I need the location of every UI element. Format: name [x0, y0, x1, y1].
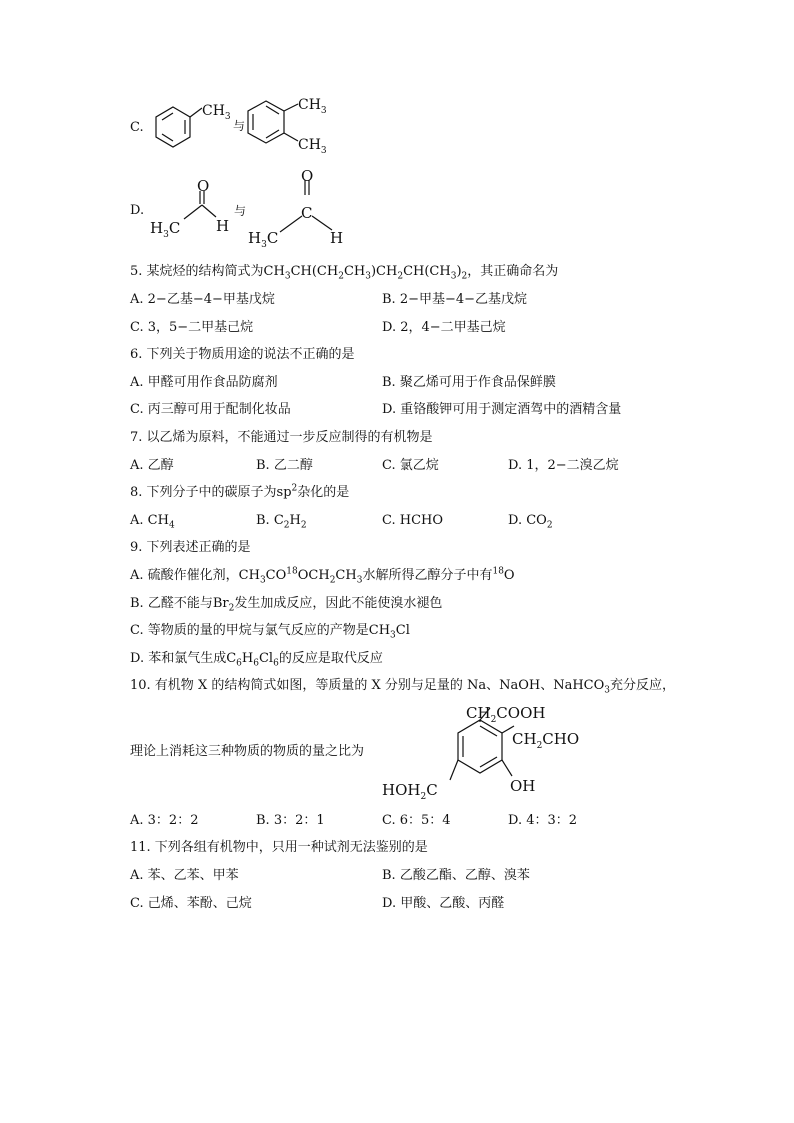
q11-option-a: A. 苯、乙苯、甲苯 [130, 868, 239, 883]
compound-x-hoh2c: $HOH_2C$ [382, 781, 438, 802]
item-d-label: D. [130, 203, 145, 218]
q5-option-a: A. 2−乙基−4−甲基戊烷 [130, 292, 275, 307]
acetaldehyde2-h: H [330, 229, 344, 247]
q6-stem: 6. 下列关于物质用途的说法不正确的是 [130, 347, 355, 362]
q8-option-a: A. $CH_4$ [130, 513, 175, 531]
acetaldehyde2-o: O [301, 167, 314, 185]
q6-option-c: C. 丙三醇可用于配制化妆品 [130, 402, 291, 417]
q10-option-a: A. 3：2：2 [130, 813, 199, 828]
acetaldehyde2-c: C [301, 204, 313, 222]
o-xylene-ch3-top: $CH_3$ [298, 97, 327, 116]
q6-option-a: A. 甲醛可用作食品防腐剂 [130, 375, 278, 390]
compound-x-ch2cho: $CH_2CHO$ [512, 730, 580, 751]
acetaldehyde1-o: O [197, 177, 210, 195]
q8-option-b: B. $C_2H_2$ [256, 513, 307, 531]
q10-option-b: B. 3：2：1 [256, 813, 325, 828]
q9-option-d: D. 苯和氯气生成$C_6H_6Cl_6$的反应是取代反应 [130, 651, 383, 669]
q9-option-c: C. 等物质的量的甲烷与氯气反应的产物是$CH_3Cl$ [130, 623, 410, 641]
q6-option-d: D. 重铬酸钾可用于测定酒驾中的酒精含量 [382, 402, 622, 417]
q9-option-b: B. 乙醛不能与$Br_2$发生加成反应，因此不能使溴水褪色 [130, 596, 443, 614]
q9-stem: 9. 下列表述正确的是 [130, 540, 251, 555]
q7-option-a: A. 乙醇 [130, 458, 174, 473]
item-d-connector: 与 [234, 204, 247, 218]
q5-option-d: D. 2，4−二甲基己烷 [382, 320, 506, 335]
q6-option-b: B. 聚乙烯可用于作食品保鲜膜 [382, 375, 556, 390]
o-xylene-ch3-bottom: $CH_3$ [298, 137, 327, 156]
q10-stem: 10. 有机物 X 的结构简式如图，等质量的 X 分别与足量的 Na、NaOH、NaHCO$_3$充分反应， [130, 678, 676, 696]
q7-option-b: B. 乙二醇 [256, 458, 313, 473]
q8-option-c: C. HCHO [382, 513, 444, 528]
q5-option-b: B. 2−甲基−4−乙基戊烷 [382, 292, 528, 307]
q11-option-d: D. 甲酸、乙酸、丙醛 [382, 896, 505, 911]
q5-option-c: C. 3，5−二甲基己烷 [130, 320, 254, 335]
q10-option-c: C. 6：5：4 [382, 813, 451, 828]
q7-option-d: D. 1，2−二溴乙烷 [508, 458, 619, 473]
q7-stem: 7. 以乙烯为原料，不能通过一步反应制得的有机物是 [130, 430, 433, 445]
compound-x-ch2cooh: $CH_2COOH$ [466, 704, 546, 725]
q7-option-c: C. 氯乙烷 [382, 458, 439, 473]
q9-option-a: A. 硫酸作催化剂，$CH_3CO^{18}OCH_2CH_3$水解所得乙醇分子中有$^{18}$O [130, 566, 515, 586]
q8-option-d: D. $CO_2$ [508, 513, 553, 531]
q8-stem: 8. 下列分子中的碳原子为$sp^2$杂化的是 [130, 483, 350, 500]
compound-x-oh: OH [510, 777, 536, 795]
q5-stem: 5. 某烷烃的结构简式为$CH_3CH(CH_2CH_3)CH_2CH(CH_3)_2$，其正确命名为 [130, 264, 559, 282]
item-c-connector: 与 [233, 119, 246, 133]
toluene-ch3: $CH_3$ [202, 103, 231, 122]
acetaldehyde2-h3c: $H_3C$ [248, 229, 279, 250]
acetaldehyde1-h3c: $H_3C$ [150, 219, 181, 240]
item-c-label: C. [130, 120, 144, 135]
q10-stem-line2: 理论上消耗这三种物质的物质的量之比为 [130, 744, 365, 759]
acetaldehyde1-h: H [216, 217, 230, 235]
q10-option-d: D. 4：3：2 [508, 813, 578, 828]
q11-option-c: C. 己烯、苯酚、己烷 [130, 896, 252, 911]
q11-stem: 11. 下列各组有机物中，只用一种试剂无法鉴别的是 [130, 840, 428, 855]
q11-option-b: B. 乙酸乙酯、乙醇、溴苯 [382, 868, 530, 883]
